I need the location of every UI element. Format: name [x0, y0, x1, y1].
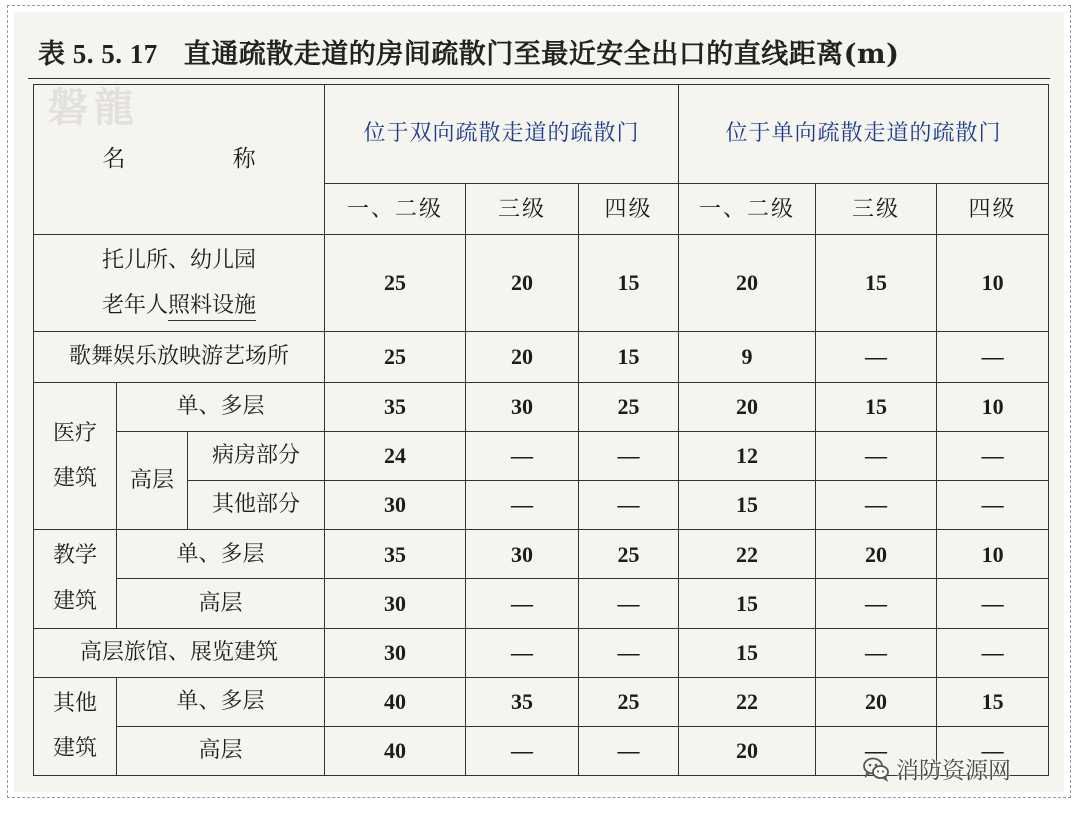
- unidirectional-header: 位于单向疏散走道的疏散门: [679, 85, 1049, 184]
- value-cell: 25: [579, 677, 679, 726]
- table-row-entertainment: [34, 331, 1049, 382]
- value-cell: 40: [325, 677, 466, 726]
- group-label-line: 建筑: [52, 466, 97, 492]
- value-cell: —: [816, 481, 937, 530]
- group-label-line: 医疗: [52, 420, 97, 446]
- value-cell: 20: [466, 235, 579, 331]
- value-cell: —: [937, 331, 1049, 382]
- value-cell: 10: [937, 382, 1049, 431]
- value-cell: 15: [679, 579, 816, 628]
- value-cell: —: [579, 431, 679, 480]
- value-cell: 20: [466, 331, 579, 382]
- table-row-nursery: [34, 235, 1049, 331]
- group-label-other: [34, 677, 117, 775]
- value-cell: —: [816, 331, 937, 382]
- value-cell: 10: [937, 530, 1049, 579]
- table-row-medical-ward: [34, 431, 1049, 480]
- table-caption: 直通疏散走道的房间疏散门至最近安全出口的直线距离(m): [183, 39, 900, 70]
- value-cell: 15: [937, 677, 1049, 726]
- footer-watermark-text: 消防资源网: [896, 758, 1011, 784]
- watermark-logo: 磐龍: [48, 84, 140, 131]
- sub-label: 高层: [117, 726, 325, 775]
- table-title: [38, 32, 899, 71]
- level-header: 一、二级: [679, 184, 816, 235]
- wechat-icon: [862, 755, 890, 783]
- value-cell: 30: [325, 628, 466, 677]
- value-cell: —: [466, 628, 579, 677]
- value-cell: 15: [816, 382, 937, 431]
- value-cell: 40: [325, 726, 466, 775]
- value-cell: —: [937, 431, 1049, 480]
- table-row-other-single: [34, 677, 1049, 726]
- sub-label: 单、多层: [117, 530, 325, 579]
- name-header: 名 称: [102, 146, 306, 173]
- value-cell: 24: [325, 431, 466, 480]
- table-row-medical-single: [34, 382, 1049, 431]
- group-label-medical: [34, 382, 117, 529]
- value-cell: —: [579, 726, 679, 775]
- table-number: 表 5. 5. 17: [38, 39, 158, 69]
- table-row-teaching-single: [34, 530, 1049, 579]
- group-label-line: 教学: [52, 543, 97, 569]
- level-header: 三级: [466, 184, 579, 235]
- value-cell: —: [579, 628, 679, 677]
- value-cell: —: [937, 481, 1049, 530]
- value-cell: —: [466, 481, 579, 530]
- sub-label: 高层: [117, 579, 325, 628]
- level-header: 一、二级: [325, 184, 466, 235]
- value-cell: 30: [325, 579, 466, 628]
- value-cell: —: [466, 431, 579, 480]
- distance-table: [33, 84, 1049, 776]
- value-cell: 20: [679, 235, 816, 331]
- value-cell: —: [816, 628, 937, 677]
- group-label-line: 建筑: [52, 588, 97, 614]
- value-cell: —: [466, 579, 579, 628]
- value-cell: 15: [816, 235, 937, 331]
- value-cell: 35: [466, 677, 579, 726]
- row-label-line: [34, 292, 324, 320]
- value-cell: 20: [679, 726, 816, 775]
- value-cell: —: [579, 579, 679, 628]
- row-label-line: 托儿所、幼儿园: [102, 247, 257, 273]
- bidirectional-header: 位于双向疏散走道的疏散门: [325, 85, 679, 184]
- value-cell: 30: [466, 530, 579, 579]
- value-cell: 25: [579, 530, 679, 579]
- value-cell: 20: [816, 677, 937, 726]
- label-prefix: 老年人: [101, 293, 168, 319]
- value-cell: —: [816, 726, 937, 775]
- sub-label: 病房部分: [188, 431, 325, 480]
- level-header: 四级: [937, 184, 1049, 235]
- label-underlined: 照料设施: [168, 293, 256, 321]
- value-cell: 10: [937, 235, 1049, 331]
- value-cell: 15: [579, 331, 679, 382]
- value-cell: 30: [466, 382, 579, 431]
- value-cell: 9: [679, 331, 816, 382]
- value-cell: 30: [325, 481, 466, 530]
- value-cell: —: [937, 628, 1049, 677]
- value-cell: 12: [679, 431, 816, 480]
- footer-watermark: [862, 752, 1011, 785]
- level-header: 四级: [579, 184, 679, 235]
- group-label-line: 其他: [52, 690, 97, 716]
- sub-label: 其他部分: [188, 481, 325, 530]
- sub-label: 单、多层: [117, 382, 325, 431]
- value-cell: 20: [816, 530, 937, 579]
- value-cell: —: [816, 431, 937, 480]
- value-cell: 25: [325, 331, 466, 382]
- group-label-line: 建筑: [52, 736, 97, 762]
- row-label: [34, 235, 325, 331]
- value-cell: 15: [679, 628, 816, 677]
- value-cell: —: [579, 481, 679, 530]
- row-label: 歌舞娱乐放映游艺场所: [34, 331, 325, 382]
- value-cell: 22: [679, 530, 816, 579]
- table-row-hotel: [34, 628, 1049, 677]
- value-cell: 22: [679, 677, 816, 726]
- value-cell: —: [466, 726, 579, 775]
- table-row-teaching-high: [34, 579, 1049, 628]
- name-header-cell: [34, 85, 325, 235]
- value-cell: 15: [679, 481, 816, 530]
- value-cell: 35: [325, 382, 466, 431]
- value-cell: —: [816, 579, 937, 628]
- group-label-teaching: [34, 530, 117, 628]
- sub-label: 单、多层: [117, 677, 325, 726]
- value-cell: —: [937, 726, 1049, 775]
- row-label: 高层旅馆、展览建筑: [34, 628, 325, 677]
- title-rule-thick: [28, 78, 1050, 79]
- value-cell: —: [937, 579, 1049, 628]
- value-cell: 25: [325, 235, 466, 331]
- sub-group-label-high-rise: 高层: [117, 431, 188, 529]
- header-row-groups: [34, 85, 1049, 184]
- value-cell: 20: [679, 382, 816, 431]
- value-cell: 15: [579, 235, 679, 331]
- value-cell: 25: [579, 382, 679, 431]
- value-cell: 35: [325, 530, 466, 579]
- level-header: 三级: [816, 184, 937, 235]
